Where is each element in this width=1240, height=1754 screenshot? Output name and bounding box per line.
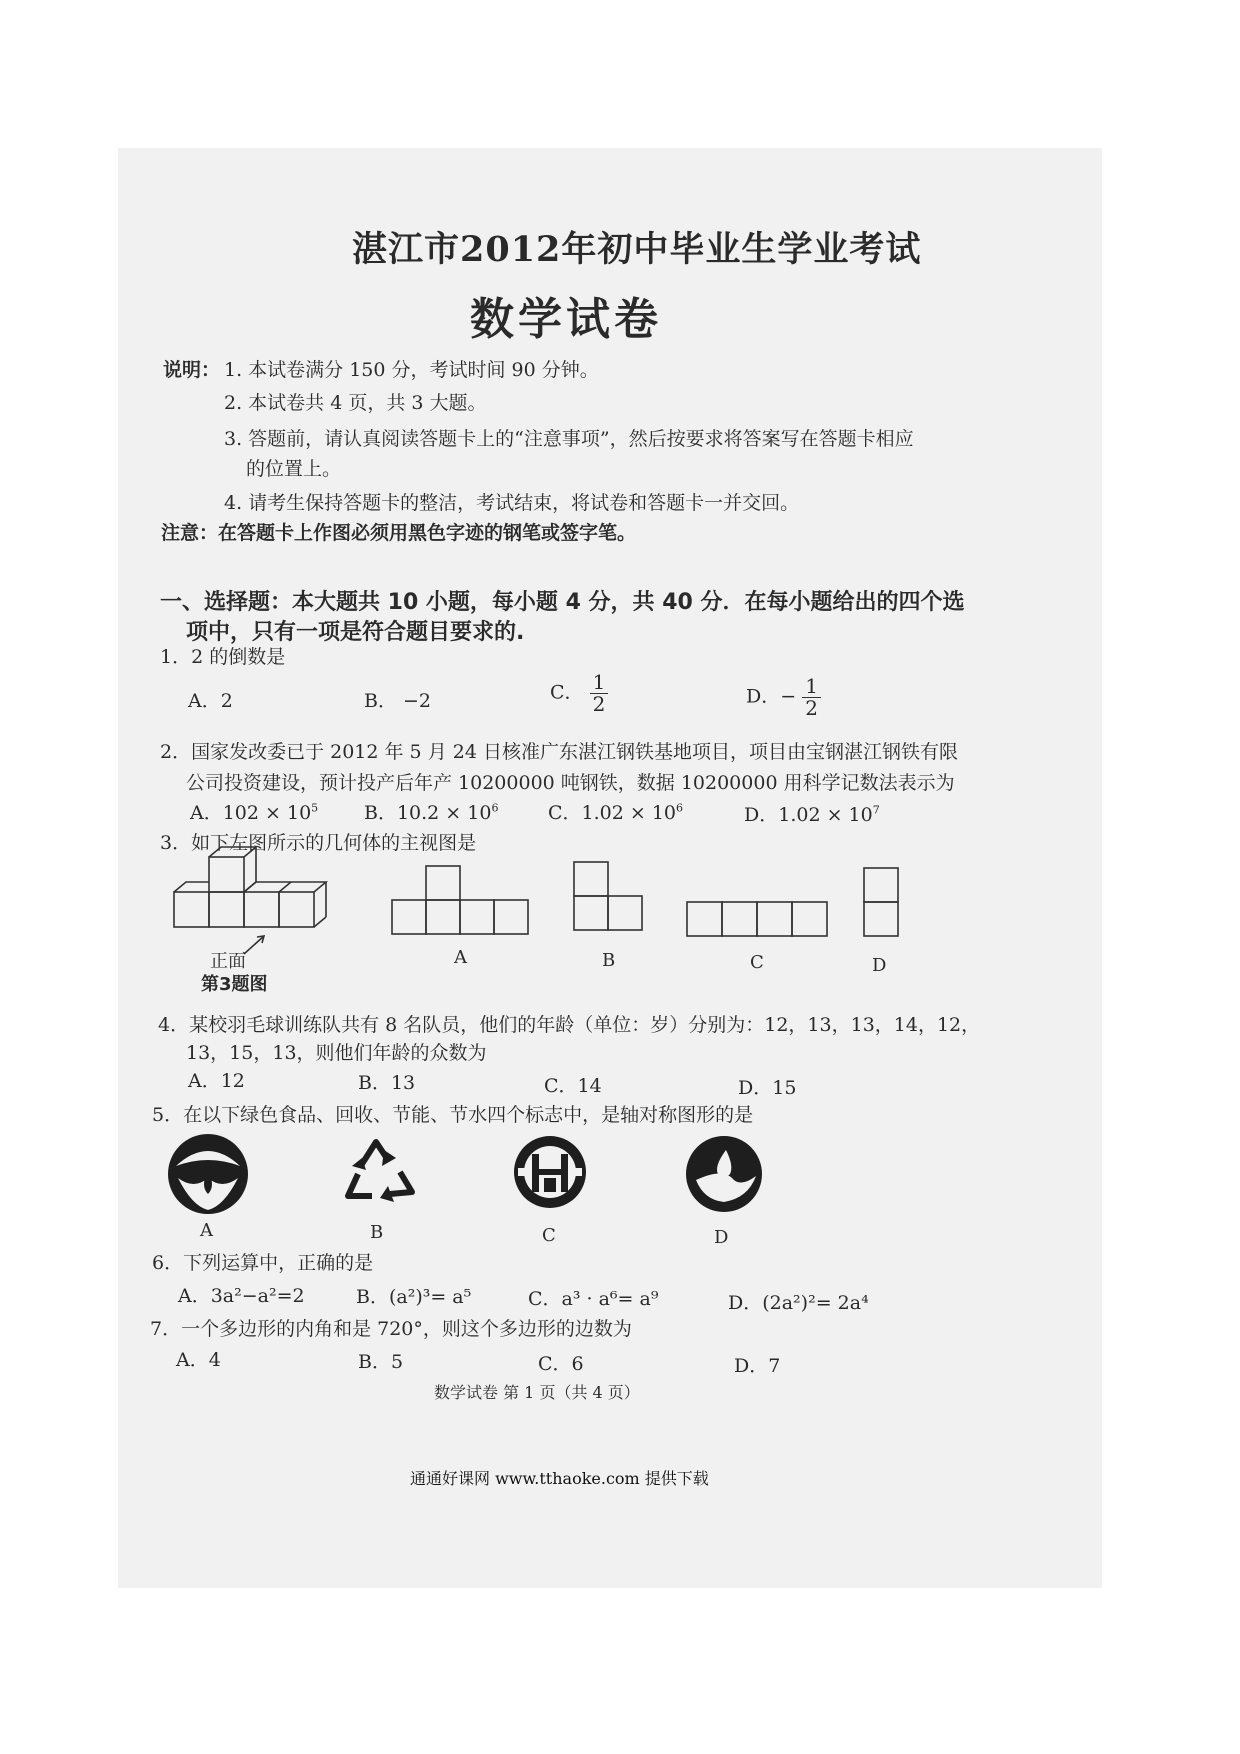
instruction-2: 2. 本试卷共 4 页，共 3 大题。 xyxy=(224,392,487,414)
q7-option-a: A．4 xyxy=(176,1349,221,1371)
green-food-logo xyxy=(164,1130,252,1218)
q1-option-d xyxy=(746,676,821,719)
instruction-3: 3. 答题前，请认真阅读答题卡上的“注意事项”，然后按要求将答案写在答题卡相应 xyxy=(224,428,914,450)
q3-option-b-figure xyxy=(574,862,642,930)
q6-option-c: C．a³ · a⁶= a⁹ xyxy=(528,1288,659,1310)
q2-c-text: C．1.02 × 10 xyxy=(548,802,677,824)
q7-option-c: C．6 xyxy=(538,1353,584,1375)
q2-b-exp: 6 xyxy=(491,801,499,815)
q5-option-d-label: D xyxy=(714,1227,729,1248)
exam-subtitle: 数学试卷 xyxy=(470,294,662,345)
instruction-note: 注意：在答题卡上作图必须用黑色字迹的钢笔或签字笔。 xyxy=(161,522,637,544)
section-1-heading-cont: 项中，只有一项是符合题目要求的. xyxy=(186,620,525,645)
q2-a-text: A．102 × 10 xyxy=(190,802,312,824)
instruction-4: 4. 请考生保持答题卡的整洁，考试结束，将试卷和答题卡一并交回。 xyxy=(224,492,800,514)
q7-option-b: B．5 xyxy=(358,1351,404,1373)
q2-b-text: B．10.2 × 10 xyxy=(364,802,492,824)
q3-stem: 3．如下左图所示的几何体的主视图是 xyxy=(160,832,477,854)
q2-option-d xyxy=(744,800,880,827)
q2-option-a xyxy=(190,798,318,825)
q1-d-numerator: 1 xyxy=(802,676,821,698)
q1-option-c-fraction xyxy=(590,672,609,715)
instruction-1: 1. 本试卷满分 150 分，考试时间 90 分钟。 xyxy=(224,359,599,381)
q4-option-b: B．13 xyxy=(358,1072,416,1094)
q1-option-a: A．2 xyxy=(188,690,233,712)
q7-option-d: D．7 xyxy=(734,1355,781,1377)
q2-option-b xyxy=(364,798,498,825)
q3-figures xyxy=(160,840,920,1000)
q4-line-1: 4．某校羽毛球训练队共有 8 名队员，他们的年龄（单位：岁）分别为：12，13，13，14，12， xyxy=(158,1014,981,1036)
q3-front-label: 正面 xyxy=(210,951,246,972)
q6-option-d: D．(2a²)²= 2a⁴ xyxy=(728,1292,869,1314)
recycle-logo xyxy=(332,1130,422,1210)
q4-option-a: A．12 xyxy=(188,1070,245,1092)
energy-saving-logo xyxy=(510,1132,590,1212)
q1-c-numerator: 1 xyxy=(590,672,609,694)
q1-d-denominator: 2 xyxy=(805,696,818,720)
q7-stem: 7．一个多边形的内角和是 720°，则这个多边形的边数为 xyxy=(150,1318,632,1340)
q2-d-text: D．1.02 × 10 xyxy=(744,804,873,826)
q3-option-a-figure xyxy=(392,866,528,934)
q2-line-2: 公司投资建设，预计投产后年产 10200000 吨钢铁，数据 10200000 用科学记数法表示为 xyxy=(186,772,955,794)
section-1-heading: 一、选择题：本大题共 10 小题，每小题 4 分，共 40 分．在每小题给出的四个选 xyxy=(160,590,965,615)
q5-stem: 5．在以下绿色食品、回收、节能、节水四个标志中，是轴对称图形的是 xyxy=(152,1104,754,1126)
q1-c-denominator: 2 xyxy=(592,692,606,716)
q3-option-c-label: C xyxy=(750,952,764,973)
q2-option-c xyxy=(548,798,683,825)
q1-option-d-fraction xyxy=(802,676,821,719)
q1-option-b: B． −2 xyxy=(364,690,432,712)
q1-option-c-label: C． xyxy=(550,681,584,704)
q5-option-a-label: A xyxy=(200,1220,213,1241)
download-source: 通通好课网 www.tthaoke.com 提供下载 xyxy=(410,1469,709,1488)
water-saving-logo xyxy=(682,1132,766,1216)
instructions-label: 说明： xyxy=(163,359,221,381)
q6-option-a: A．3a²−a²=2 xyxy=(178,1285,305,1307)
q3-option-d-figure xyxy=(864,868,898,936)
q1-option-c xyxy=(550,672,608,715)
q5-option-c-label: C xyxy=(542,1225,556,1246)
q2-a-exp: 5 xyxy=(311,801,319,815)
q6-option-b: B．(a²)³= a⁵ xyxy=(356,1286,472,1308)
q4-option-c: C．14 xyxy=(544,1075,602,1097)
exam-title: 湛江市2012年初中毕业生学业考试 xyxy=(352,229,922,270)
q3-option-a-label: A xyxy=(454,947,467,968)
instruction-3-cont: 的位置上。 xyxy=(246,458,342,480)
q3-solid-figure xyxy=(174,847,326,954)
q1-option-d-label: D．− xyxy=(746,685,797,708)
q4-line-2: 13，15，13，则他们年龄的众数为 xyxy=(186,1042,487,1064)
q1-stem: 1．2 的倒数是 xyxy=(160,646,286,668)
q3-option-b-label: B xyxy=(602,950,616,971)
q2-d-exp: 7 xyxy=(872,803,880,817)
q3-figure-caption: 第3题图 xyxy=(201,974,268,995)
q6-stem: 6．下列运算中，正确的是 xyxy=(152,1252,374,1274)
q3-option-c-figure xyxy=(687,902,827,936)
q4-option-d: D．15 xyxy=(738,1077,797,1099)
q2-line-1: 2．国家发改委已于 2012 年 5 月 24 日核准广东湛江钢铁基地项目，项目由宝钢湛江钢铁有限 xyxy=(160,741,958,763)
page-footer: 数学试卷 第 1 页（共 4 页） xyxy=(434,1383,640,1402)
q3-option-d-label: D xyxy=(872,955,887,976)
q2-c-exp: 6 xyxy=(676,801,684,815)
q5-option-b-label: B xyxy=(370,1222,384,1243)
